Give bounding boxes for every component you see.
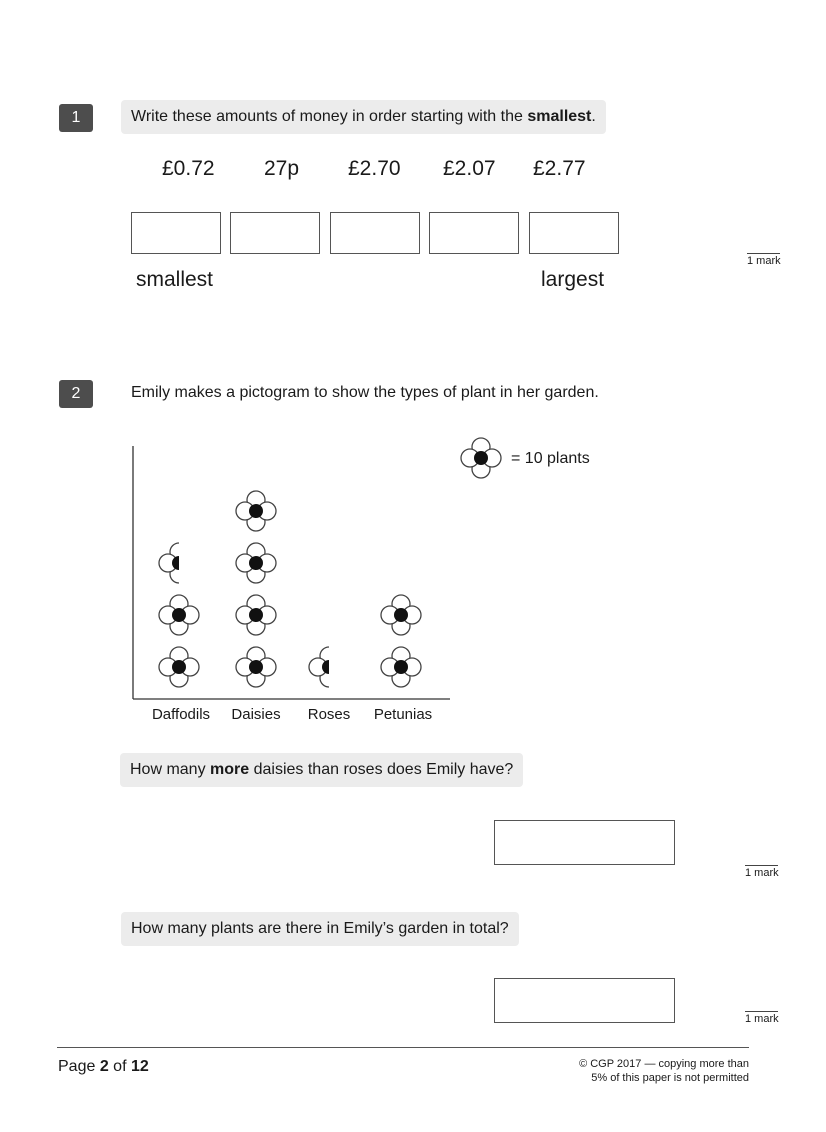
mark-label-q1: 1 mark — [747, 255, 781, 267]
q1-prompt-end: . — [591, 108, 596, 125]
category-label: Petunias — [373, 706, 433, 723]
flower-icon — [236, 647, 276, 687]
q1-prompt-bold: smallest — [527, 108, 592, 125]
page-number — [58, 1058, 149, 1076]
footer-rule — [57, 1047, 749, 1048]
q2a-prompt-pre: How many — [130, 761, 211, 778]
mark-label-q2b: 1 mark — [745, 1013, 779, 1025]
half-flower-icon — [159, 543, 199, 583]
q2a-prompt-bold: more — [210, 761, 250, 778]
question-2-intro: Emily makes a pictogram to show the types of plant in her garden. — [131, 384, 599, 401]
q2a-prompt-post: daisies than roses does Emily have? — [249, 761, 514, 778]
flower-icon — [236, 491, 276, 531]
flower-icon — [381, 647, 421, 687]
question-number-2: 2 — [59, 380, 93, 408]
mark-rule-q2b — [745, 1011, 778, 1012]
copyright-notice — [579, 1057, 749, 1085]
amount-1: £0.72 — [162, 157, 215, 180]
q1-prompt-text: Write these amounts of money in order starting with the — [131, 108, 528, 125]
page-total: 12 — [130, 1058, 149, 1075]
category-label: Daffodils — [151, 706, 211, 723]
page-prefix: Page — [58, 1058, 100, 1075]
copyright-line-1: © CGP 2017 — copying more than — [579, 1058, 749, 1070]
answer-box-2b[interactable] — [494, 978, 675, 1023]
half-flower-icon — [309, 647, 349, 687]
flower-icon — [159, 595, 199, 635]
key-flower-icon — [461, 438, 501, 478]
question-number-1: 1 — [59, 104, 93, 132]
question-2a-prompt — [120, 753, 523, 787]
smallest-label: smallest — [136, 268, 214, 291]
amount-5: £2.77 — [533, 157, 586, 180]
category-label: Roses — [307, 706, 351, 723]
amount-3: £2.70 — [348, 157, 401, 180]
copyright-line-2: 5% of this paper is not permitted — [591, 1072, 749, 1084]
answer-box-2a[interactable] — [494, 820, 675, 865]
flower-icon — [159, 647, 199, 687]
question-2b-prompt: How many plants are there in Emily’s garden in total? — [121, 912, 519, 946]
amount-4: £2.07 — [443, 157, 496, 180]
pictogram-key-label: = 10 plants — [511, 450, 590, 467]
flower-icon — [236, 543, 276, 583]
category-label: Daisies — [231, 706, 281, 723]
flower-icon — [381, 595, 421, 635]
mark-rule-q2a — [745, 865, 778, 866]
page-current: 2 — [99, 1058, 109, 1075]
page-of: of — [108, 1058, 131, 1075]
amount-2: 27p — [264, 157, 300, 180]
largest-label: largest — [541, 268, 605, 291]
flower-icon — [236, 595, 276, 635]
mark-label-q2a: 1 mark — [745, 867, 779, 879]
